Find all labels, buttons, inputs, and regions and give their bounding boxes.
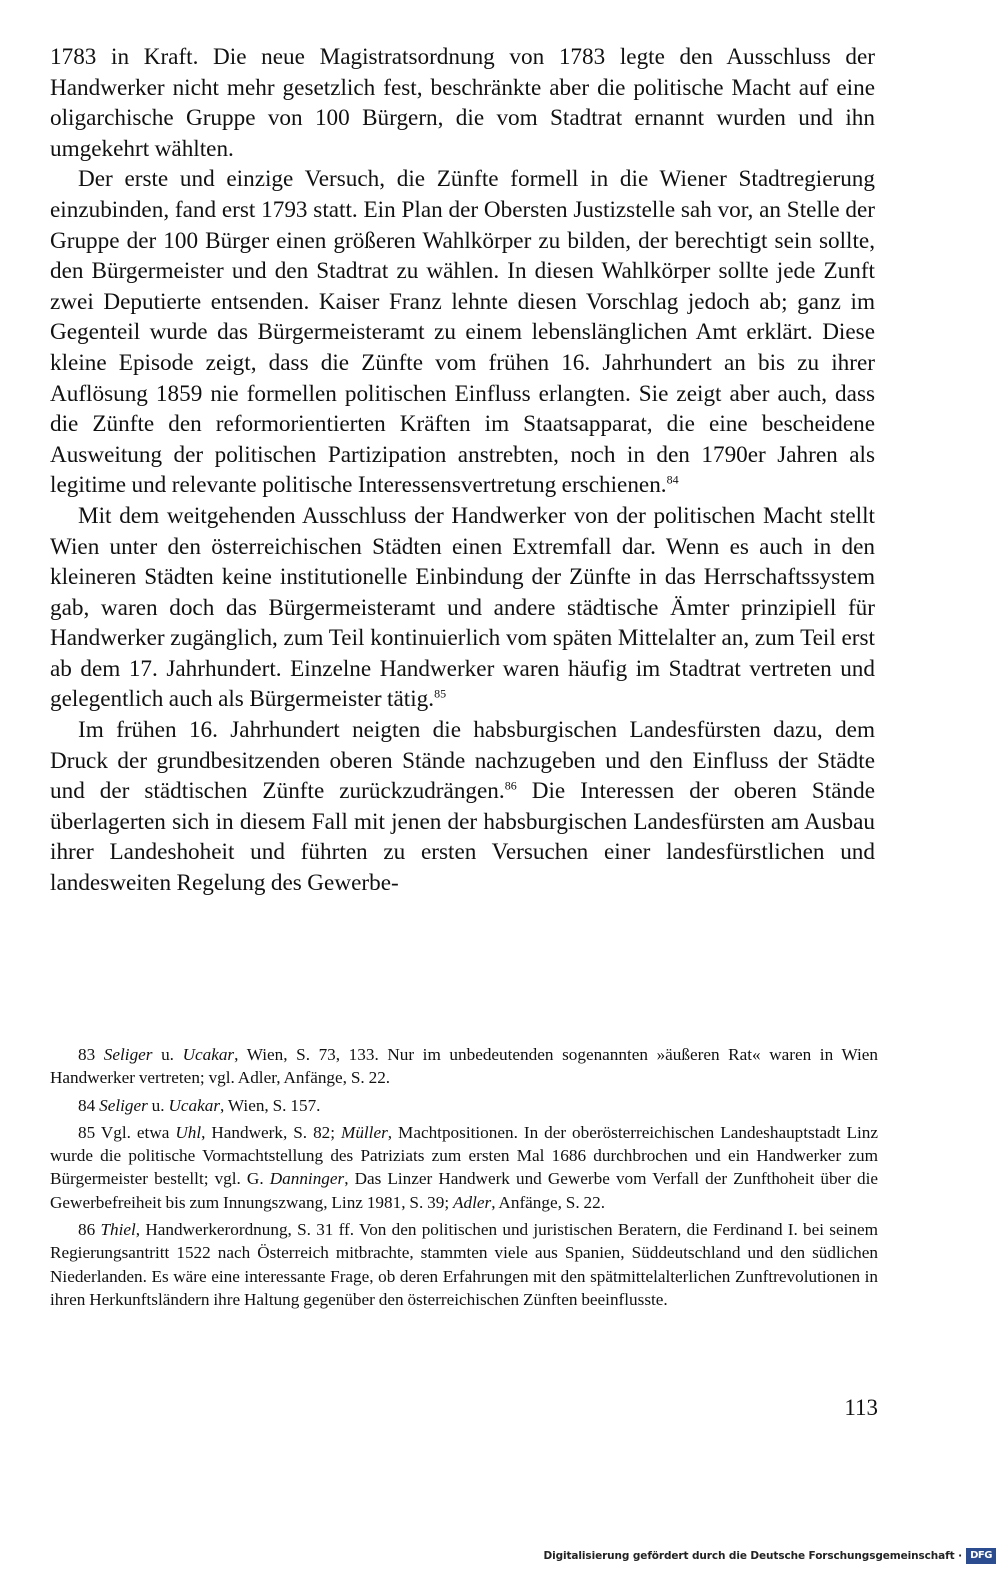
footnote-85: 85 Vgl. etwa Uhl, Handwerk, S. 82; Müller, Machtpositionen. In der oberösterreichischen Landeshauptstadt Linz wurde die politische Vormachtstellung des Patriziats zum ersten Mal 1686 durchbrochen und ein Handwerker zum Bürgermeister bestellt; vgl. G. Danninger, Das Linzer Handwerk und Gewerbe vom Verfall der Zunfthoheit über die Gewerbefreiheit bis zum Innungszwang, Linz 1981, S. 39; Adler, Anfänge, S. 22. (50, 1122, 878, 1212)
main-text (50, 42, 875, 899)
footnotes (50, 1043, 878, 1315)
footnote-ref-85: 85 (434, 686, 447, 701)
dfg-logo: DFG (966, 1548, 996, 1564)
paragraph-2: Der erste und einzige Versuch, die Zünfte formell in die Wiener Stadtregierung einzubinden, fand erst 1793 statt. Ein Plan der Obersten Justizstelle sah vor, an Stelle der Gruppe der 100 Bürger einen größeren Wahlkörper zu bilden, der berechtigt sein sollte, den Bürgermeister und den Stadtrat zu wählen. In diesen Wahlkörper sollte jede Zunft zwei Deputierte entsenden. Kaiser Franz lehnte diesen Vorschlag jedoch ab; ganz im Gegenteil wurde das Bürgermeisteramt zu einem lebenslänglichen Amt erklärt. Diese kleine Episode zeigt, dass die Zünfte vom frühen 16. Jahrhundert an bis zu ihrer Auflösung 1859 nie formellen politischen Einfluss erlangten. Sie zeigt aber auch, dass die Zünfte den reformorientierten Kräften im Staatsapparat, die eine bescheidene Ausweitung der politischen Partizipation anstrebten, noch in den 1790er Jahren als legitime und relevante politische Interessensvertretung erschienen.$^{84}$ (50, 166, 875, 499)
paragraph-1: 1783 in Kraft. Die neue Magistratsordnung von 1783 legte den Ausschluss der Handwerker nicht mehr gesetzlich fest, beschränkte aber die politische Macht auf eine oligarchische Gruppe von 100 Bürgern, die vom Stadtrat ernannt wurden und ihn umgekehrt wählten. (50, 44, 875, 162)
digitization-footer (543, 1545, 996, 1567)
footnote-ref-84: 84 (666, 472, 679, 487)
paragraph-4: Im frühen 16. Jahrhundert neigten die habsburgischen Landesfürsten dazu, dem Druck der grundbesitzenden oberen Stände nachzugeben und den Einfluss der Städte und der städtischen Zünfte zurückzudrängen.$^{86}$ Die Interessen der oberen Stände überlagerten sich in diesem Fall mit jenen der habsburgischen Landesfürsten am Ausbau ihrer Landeshoheit und führten zu ersten Versuchen einer landesfürstlichen und landesweiten Regelung des Gewerbe- (50, 717, 875, 897)
footnote-86: 86 Thiel, Handwerkerordnung, S. 31 ff. Von den politischen und juristischen Beratern, die Ferdinand I. bei seinem Regierungsantritt 1522 nach Österreich mitbrachte, stammten viele aus Spanien, Süddeutschland und den südlichen Niederlanden. Es wäre eine interessante Frage, ob deren Erfahrungen mit den spätmittelalterlichen Zunftrevolutionen in ihren Herkunftsländern ihre Haltung gegenüber den österreichischen Zünften beeinflusste. (50, 1220, 878, 1309)
page-number: 113 (844, 1395, 878, 1420)
footnote-ref-86: 86 (504, 778, 517, 793)
footnote-84: 84 Seliger u. Ucakar, Wien, S. 157. (78, 1095, 321, 1115)
funding-note: Digitalisierung gefördert durch die Deutsche Forschungsgemeinschaft · (543, 1550, 962, 1562)
paragraph-3: Mit dem weitgehenden Ausschluss der Handwerker von der politischen Macht stellt Wien unter den österreichischen Städten einen Extremfall dar. Wenn es auch in den kleineren Städten keine institutionelle Einbindung der Zünfte in das Herrschaftssystem gab, waren doch das Bürgermeisteramt und andere städtische Ämter prinzipiell für Handwerker zugänglich, zum Teil kontinuierlich vom späten Mittelalter an, zum Teil erst ab dem 17. Jahrhundert. Einzelne Handwerker waren häufig im Stadtrat vertreten und gelegentlich auch als Bürgermeister tätig.$^{85}$ (50, 502, 875, 713)
footnote-83: 83 Seliger u. Ucakar, Wien, S. 73, 133. Nur im unbedeutenden sogenannten »äußeren Rat« waren in Wien Handwerker vertreten; vgl. Adler, Anfänge, S. 22. (50, 1045, 878, 1088)
